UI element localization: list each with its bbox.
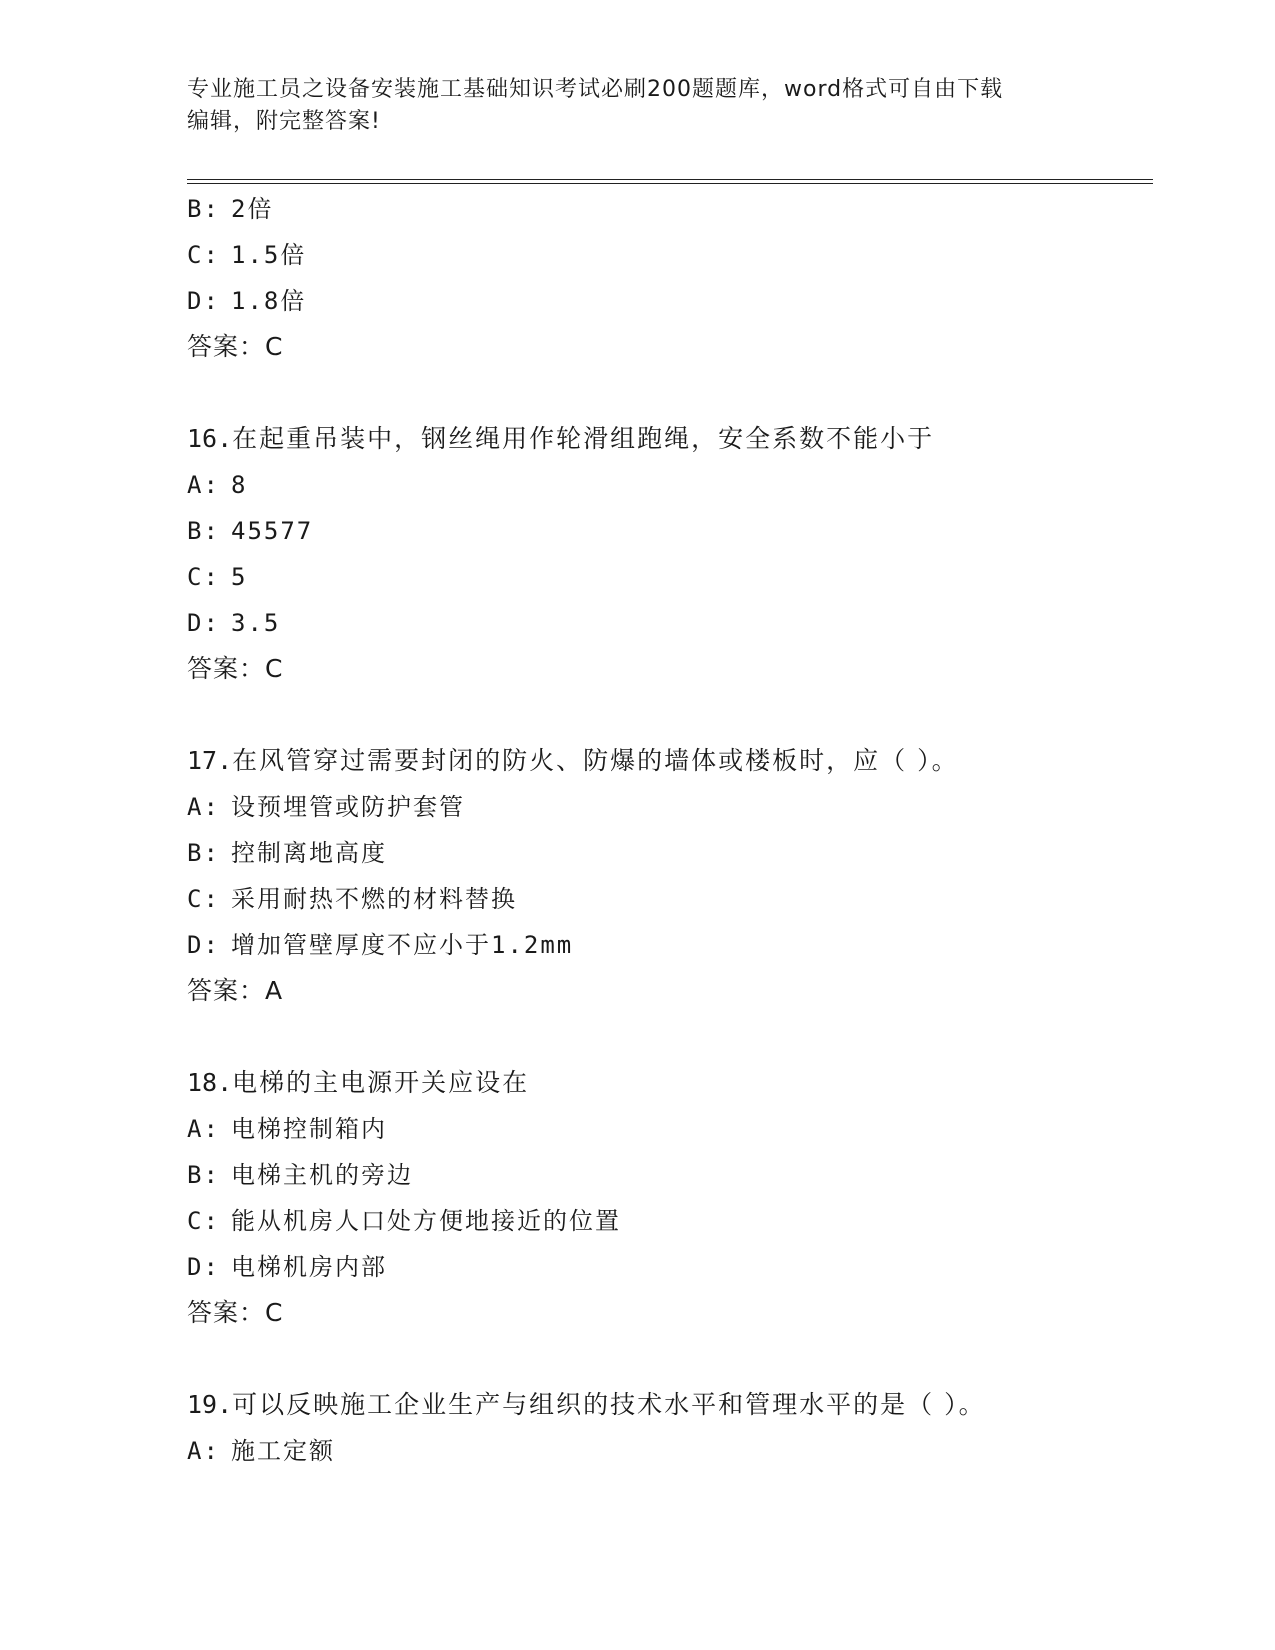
- header-divider-bottom: [187, 183, 1153, 184]
- option-c: C: 采用耐热不燃的材料替换: [187, 885, 517, 913]
- header-divider-top: [187, 179, 1153, 180]
- header-title-line-1: 专业施工员之设备安装施工基础知识考试必刷200题题库，word格式可自由下载: [187, 77, 1004, 102]
- option-c: C: 5: [187, 563, 248, 591]
- question-list: [187, 186, 1153, 1474]
- option-b: B: 电梯主机的旁边: [187, 1161, 413, 1189]
- option-d: D: 增加管壁厚度不应小于1.2mm: [187, 931, 574, 959]
- option-d: D: 1.8倍: [187, 287, 307, 315]
- option-a: A: 设预埋管或防护套管: [187, 793, 465, 821]
- document-header: [187, 74, 1067, 138]
- option-c: C: 能从机房人口处方便地接近的位置: [187, 1207, 621, 1235]
- header-title-line-2: 编辑，附完整答案!: [187, 109, 381, 134]
- option-a: A: 电梯控制箱内: [187, 1115, 387, 1143]
- option-a: A: 施工定额: [187, 1437, 335, 1465]
- option-c: C: 1.5倍: [187, 241, 307, 269]
- option-d: D: 电梯机房内部: [187, 1253, 387, 1281]
- answer: 答案：C: [187, 654, 284, 683]
- option-b: B: 45577: [187, 517, 314, 545]
- option-d: D: 3.5: [187, 609, 281, 637]
- option-b: B: 2倍: [187, 195, 274, 223]
- question-text: 16.在起重吊装中，钢丝绳用作轮滑组跑绳，安全系数不能小于: [187, 424, 935, 453]
- option-a: A: 8: [187, 471, 248, 499]
- answer: 答案：C: [187, 332, 284, 361]
- question-text: 19.可以反映施工企业生产与组织的技术水平和管理水平的是（ ）。: [187, 1390, 986, 1419]
- answer: 答案：C: [187, 1298, 284, 1327]
- answer: 答案：A: [187, 976, 284, 1005]
- question-text: 17.在风管穿过需要封闭的防火、防爆的墙体或楼板时，应（ ）。: [187, 746, 959, 775]
- question-text: 18.电梯的主电源开关应设在: [187, 1068, 530, 1097]
- option-b: B: 控制离地高度: [187, 839, 387, 867]
